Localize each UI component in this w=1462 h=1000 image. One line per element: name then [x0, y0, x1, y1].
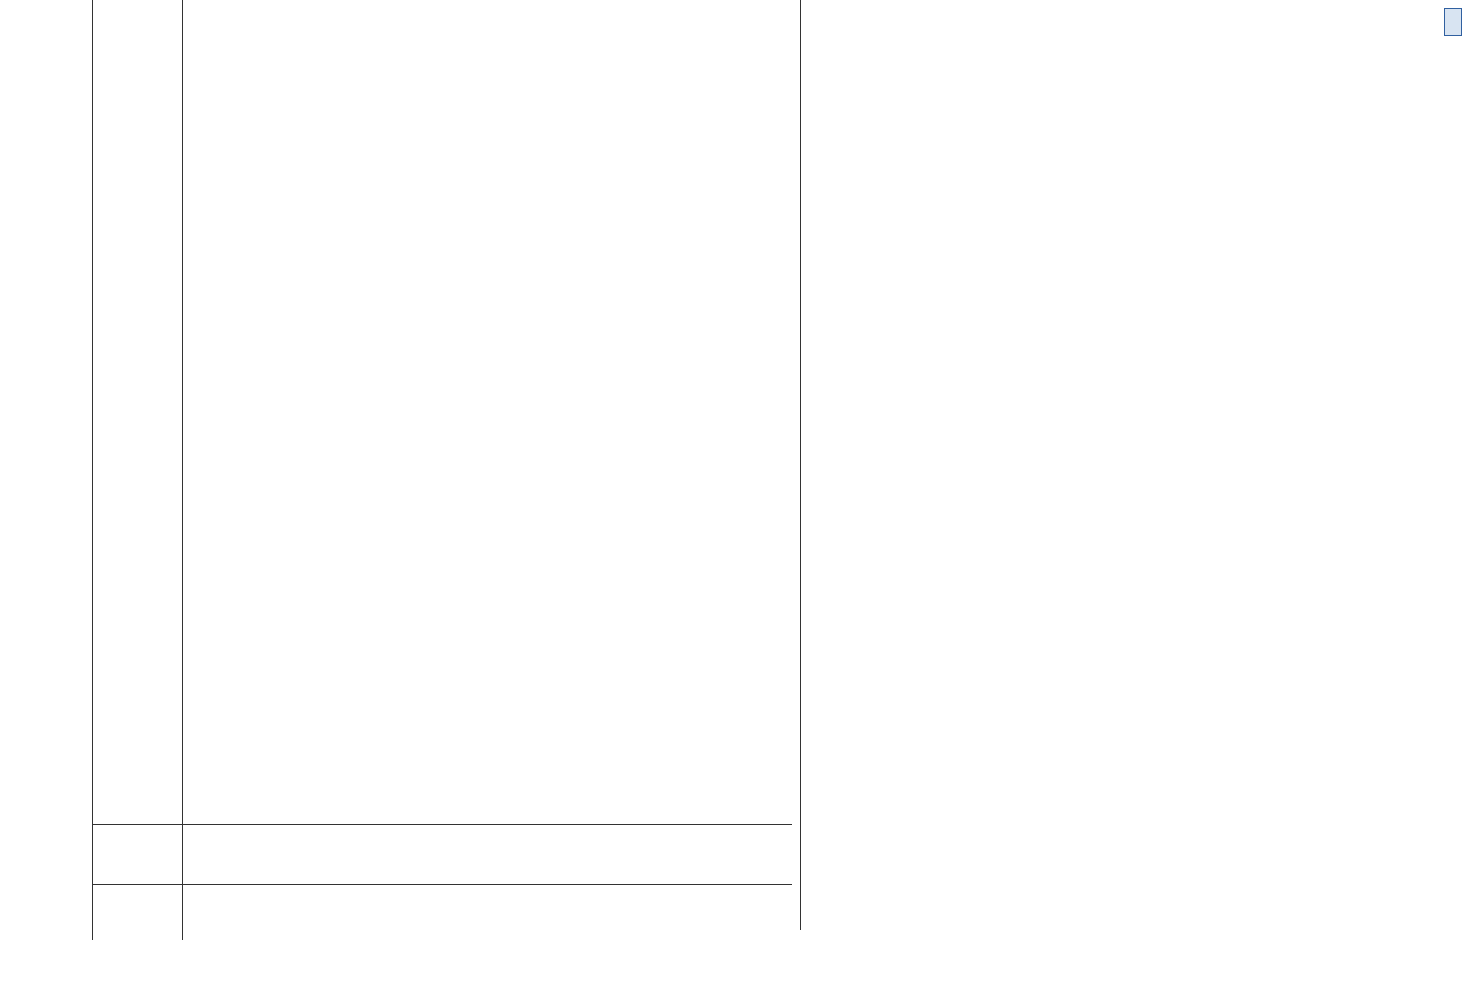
column-rule-kap [92, 884, 792, 885]
dfg-logo-icon [1444, 8, 1462, 36]
page-bottom-rule [800, 0, 801, 930]
header-rule-top [92, 0, 93, 940]
header-rule-bottom [182, 0, 183, 940]
column-rule-tit [92, 824, 792, 825]
digitization-note [1441, 6, 1462, 996]
